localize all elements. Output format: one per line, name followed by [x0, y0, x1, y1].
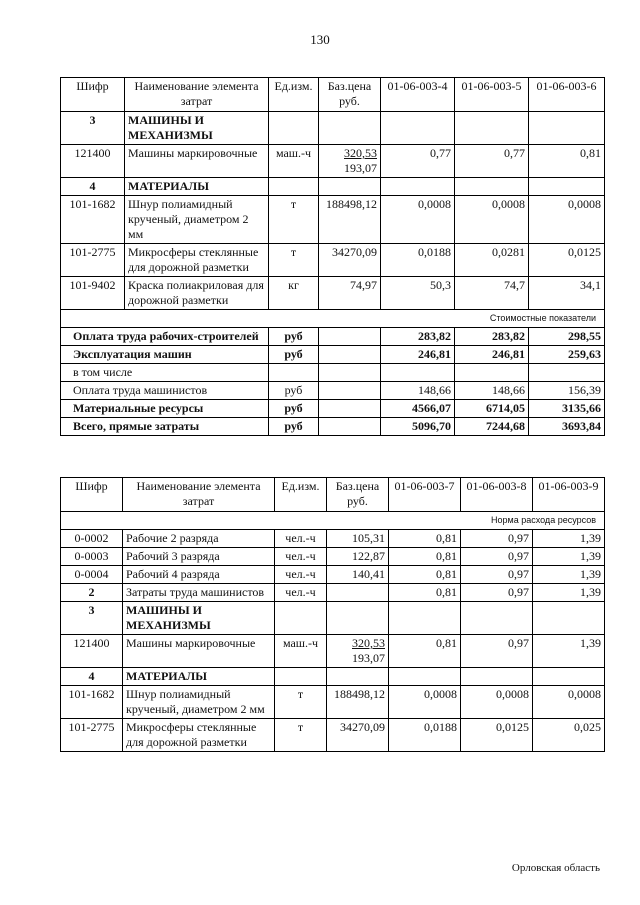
row-code: 2 — [61, 584, 123, 602]
row-value: 0,81 — [389, 548, 461, 566]
section-title: МАШИНЫ И МЕХАНИЗМЫ — [125, 112, 269, 145]
row-unit: маш.-ч — [269, 145, 319, 178]
row-value: 0,81 — [389, 530, 461, 548]
cost-caption: Стоимостные показатели — [61, 310, 605, 328]
row-name: Рабочий 4 разряда — [123, 566, 275, 584]
price-bottom: 193,07 — [352, 651, 385, 665]
table-row — [61, 530, 605, 548]
row-price: 122,87 — [327, 548, 389, 566]
cost-value: 5096,70 — [381, 418, 455, 436]
row-code: 101-2775 — [61, 244, 125, 277]
row-value: 74,7 — [455, 277, 529, 310]
table-row — [61, 196, 605, 244]
cost-name: Эксплуатация машин — [61, 346, 269, 364]
row-value: 0,81 — [389, 566, 461, 584]
header-price: Баз.цена руб. — [319, 78, 381, 112]
row-value: 0,0008 — [529, 196, 605, 244]
row-price — [319, 145, 381, 178]
row-code: 0-0004 — [61, 566, 123, 584]
header-price: Баз.цена руб. — [327, 478, 389, 512]
table-row — [61, 244, 605, 277]
section-row — [61, 668, 605, 686]
resource-table-1 — [60, 77, 605, 436]
row-name: Рабочие 2 разряда — [123, 530, 275, 548]
cost-row — [61, 418, 605, 436]
section-title: МАТЕРИАЛЫ — [123, 668, 275, 686]
row-value: 0,97 — [461, 548, 533, 566]
row-code: 101-1682 — [61, 686, 123, 719]
row-code: 0-0002 — [61, 530, 123, 548]
row-name: Машины маркировочные — [123, 635, 275, 668]
cost-value: 259,63 — [529, 346, 605, 364]
row-value: 0,0125 — [529, 244, 605, 277]
row-code: 101-9402 — [61, 277, 125, 310]
row-code: 121400 — [61, 635, 123, 668]
caption-row — [61, 512, 605, 530]
table-row — [61, 635, 605, 668]
caption-row — [61, 310, 605, 328]
table-row — [61, 686, 605, 719]
section-row — [61, 178, 605, 196]
row-price: 74,97 — [319, 277, 381, 310]
cost-unit: руб — [269, 346, 319, 364]
row-value: 0,0281 — [455, 244, 529, 277]
row-unit: чел.-ч — [275, 566, 327, 584]
row-value: 0,97 — [461, 530, 533, 548]
cost-value: 298,55 — [529, 328, 605, 346]
row-code: 0-0003 — [61, 548, 123, 566]
cost-unit: руб — [269, 328, 319, 346]
footer-region: Орловская область — [511, 862, 600, 874]
row-value: 0,77 — [381, 145, 455, 178]
row-price: 34270,09 — [327, 719, 389, 752]
table-header — [61, 78, 605, 112]
row-name: Затраты труда машинистов — [123, 584, 275, 602]
header-name: Наименование элемента затрат — [123, 478, 275, 512]
section-number: 4 — [61, 668, 123, 686]
row-value: 0,77 — [455, 145, 529, 178]
row-value: 1,39 — [533, 584, 605, 602]
row-value: 34,1 — [529, 277, 605, 310]
row-value: 0,0008 — [461, 686, 533, 719]
row-unit: маш.-ч — [275, 635, 327, 668]
row-value: 1,39 — [533, 635, 605, 668]
header-code: 01-06-003-6 — [529, 78, 605, 112]
price-top: 320,53 — [344, 146, 377, 160]
row-code: 121400 — [61, 145, 125, 178]
row-value: 0,0008 — [455, 196, 529, 244]
cost-unit: руб — [269, 400, 319, 418]
section-title: МАТЕРИАЛЫ — [125, 178, 269, 196]
row-value: 1,39 — [533, 548, 605, 566]
row-unit: кг — [269, 277, 319, 310]
cost-name: Оплата труда рабочих-строителей — [61, 328, 269, 346]
row-unit: т — [269, 244, 319, 277]
row-value: 0,0188 — [389, 719, 461, 752]
section-row — [61, 602, 605, 635]
norm-caption: Норма расхода ресурсов — [61, 512, 605, 530]
header-code: 01-06-003-5 — [455, 78, 529, 112]
row-code: 101-1682 — [61, 196, 125, 244]
row-value: 0,0125 — [461, 719, 533, 752]
cost-row — [61, 346, 605, 364]
header-cipher: Шифр — [61, 78, 125, 112]
header-name: Наименование элемента затрат — [125, 78, 269, 112]
row-value: 1,39 — [533, 530, 605, 548]
row-name: Микросферы стеклянные для дорожной разметки — [123, 719, 275, 752]
table-row — [61, 566, 605, 584]
cost-row — [61, 328, 605, 346]
section-title: МАШИНЫ И МЕХАНИЗМЫ — [123, 602, 275, 635]
cost-value: 3135,66 — [529, 400, 605, 418]
row-unit: т — [275, 686, 327, 719]
row-name: Шнур полиамидный крученый, диаметром 2 мм — [125, 196, 269, 244]
table-row — [61, 584, 605, 602]
header-unit: Ед.изм. — [275, 478, 327, 512]
header-code: 01-06-003-9 — [533, 478, 605, 512]
resource-table-2 — [60, 477, 605, 752]
row-value: 0,0008 — [533, 686, 605, 719]
cost-unit: руб — [269, 418, 319, 436]
cost-name: Оплата труда машинистов — [61, 382, 269, 400]
row-name: Шнур полиамидный крученый, диаметром 2 мм — [123, 686, 275, 719]
row-unit: т — [269, 196, 319, 244]
row-price: 105,31 — [327, 530, 389, 548]
row-value: 0,97 — [461, 584, 533, 602]
row-price: 188498,12 — [327, 686, 389, 719]
cost-value: 246,81 — [455, 346, 529, 364]
cost-row — [61, 364, 605, 382]
row-value: 50,3 — [381, 277, 455, 310]
row-value: 0,97 — [461, 566, 533, 584]
row-code: 101-2775 — [61, 719, 123, 752]
cost-value: 148,66 — [381, 382, 455, 400]
row-price: 34270,09 — [319, 244, 381, 277]
row-value: 0,81 — [389, 584, 461, 602]
section-number: 3 — [61, 112, 125, 145]
cost-value: 6714,05 — [455, 400, 529, 418]
row-value: 0,0008 — [381, 196, 455, 244]
row-value: 0,0188 — [381, 244, 455, 277]
cost-name: в том числе — [61, 364, 269, 382]
section-row — [61, 112, 605, 145]
row-value: 0,025 — [533, 719, 605, 752]
cost-value: 283,82 — [455, 328, 529, 346]
page-number: 130 — [310, 32, 330, 47]
row-unit: чел.-ч — [275, 584, 327, 602]
cost-value: 156,39 — [529, 382, 605, 400]
row-price: 140,41 — [327, 566, 389, 584]
row-unit: чел.-ч — [275, 530, 327, 548]
cost-name: Материальные ресурсы — [61, 400, 269, 418]
cost-row — [61, 382, 605, 400]
table-row — [61, 719, 605, 752]
header-code: 01-06-003-7 — [389, 478, 461, 512]
section-number: 4 — [61, 178, 125, 196]
header-unit: Ед.изм. — [269, 78, 319, 112]
table-header — [61, 478, 605, 512]
header-code: 01-06-003-8 — [461, 478, 533, 512]
cost-value: 246,81 — [381, 346, 455, 364]
cost-value: 283,82 — [381, 328, 455, 346]
cost-value: 3693,84 — [529, 418, 605, 436]
row-price — [327, 635, 389, 668]
row-value: 0,81 — [529, 145, 605, 178]
price-bottom: 193,07 — [344, 161, 377, 175]
cost-value: 4566,07 — [381, 400, 455, 418]
row-name: Краска полиакриловая для дорожной разметки — [125, 277, 269, 310]
header-code: 01-06-003-4 — [381, 78, 455, 112]
cost-row — [61, 400, 605, 418]
row-value: 0,97 — [461, 635, 533, 668]
row-name: Микросферы стеклянные для дорожной разметки — [125, 244, 269, 277]
table-row — [61, 548, 605, 566]
row-unit: т — [275, 719, 327, 752]
cost-value: 7244,68 — [455, 418, 529, 436]
price-top: 320,53 — [352, 636, 385, 650]
cost-unit: руб — [269, 382, 319, 400]
row-value: 1,39 — [533, 566, 605, 584]
section-number: 3 — [61, 602, 123, 635]
row-unit: чел.-ч — [275, 548, 327, 566]
table-row — [61, 277, 605, 310]
row-name: Рабочий 3 разряда — [123, 548, 275, 566]
header-cipher: Шифр — [61, 478, 123, 512]
cost-value: 148,66 — [455, 382, 529, 400]
cost-name: Всего, прямые затраты — [61, 418, 269, 436]
row-price: 188498,12 — [319, 196, 381, 244]
row-value: 0,0008 — [389, 686, 461, 719]
row-name: Машины маркировочные — [125, 145, 269, 178]
table-row — [61, 145, 605, 178]
row-value: 0,81 — [389, 635, 461, 668]
